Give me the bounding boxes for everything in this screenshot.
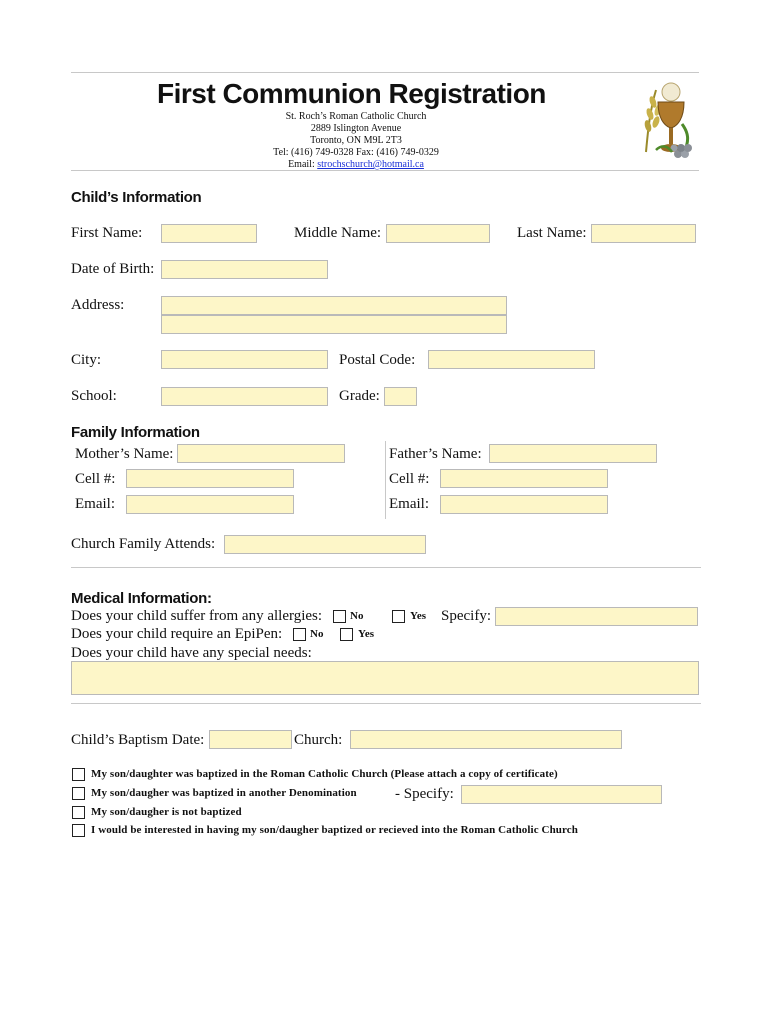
church-attends-field[interactable]	[224, 535, 426, 554]
interested-baptism-checkbox[interactable]	[72, 824, 85, 837]
church-street: 2889 Islington Avenue	[310, 123, 402, 134]
address-label: Address:	[71, 297, 125, 313]
first-name-label: First Name:	[71, 225, 143, 241]
family-information-heading: Family Information	[71, 424, 200, 441]
church-email-link[interactable]: strochschurch@hotmail.ca	[317, 159, 424, 170]
mother-cell-field[interactable]	[126, 469, 294, 488]
epipen-no-label: No	[310, 628, 324, 640]
allergies-specify-field[interactable]	[495, 607, 698, 626]
mother-name-field[interactable]	[177, 444, 345, 463]
email-label: Email:	[288, 159, 315, 170]
father-email-label: Email:	[389, 496, 429, 512]
chalice-wheat-grapes-icon	[638, 80, 696, 164]
school-field[interactable]	[161, 387, 328, 406]
special-needs-question: Does your child have any special needs:	[71, 645, 312, 661]
mother-name-label: Mother’s Name:	[75, 446, 174, 462]
school-label: School:	[71, 388, 117, 404]
epipen-question: Does your child require an EpiPen:	[71, 626, 283, 642]
allergies-no-label: No	[350, 610, 364, 622]
last-name-field[interactable]	[591, 224, 696, 243]
mother-email-label: Email:	[75, 496, 115, 512]
epipen-no-checkbox[interactable]	[293, 628, 306, 641]
city-label: City:	[71, 352, 102, 368]
father-cell-label: Cell #:	[389, 471, 430, 487]
top-rule	[71, 72, 699, 73]
baptism-date-label: Child’s Baptism Date:	[71, 732, 205, 748]
father-cell-field[interactable]	[440, 469, 608, 488]
grade-label: Grade:	[339, 388, 380, 404]
allergies-yes-checkbox[interactable]	[392, 610, 405, 623]
epipen-yes-checkbox[interactable]	[340, 628, 353, 641]
medical-rule	[71, 703, 701, 704]
not-baptized-checkbox[interactable]	[72, 806, 85, 819]
father-name-field[interactable]	[489, 444, 657, 463]
church-name: St. Roch’s Roman Catholic Church	[285, 111, 427, 122]
epipen-yes-label: Yes	[358, 628, 375, 640]
baptized-other-label: My son/daugher was baptized in another Denomination	[91, 787, 357, 799]
baptized-catholic-label: My son/daughter was baptized in the Roman Catholic Church (Please attach a copy of certificate)	[91, 768, 558, 780]
special-needs-field[interactable]	[71, 661, 699, 695]
header-rule	[71, 170, 699, 171]
address-line2-field[interactable]	[161, 315, 507, 334]
church-city: Toronto, ON M9L 2T3	[310, 135, 402, 146]
page-title: First Communion Registration	[157, 78, 546, 109]
dob-label: Date of Birth:	[71, 261, 155, 277]
first-name-field[interactable]	[161, 224, 257, 243]
address-line1-field[interactable]	[161, 296, 507, 315]
family-divider	[385, 441, 386, 519]
baptism-date-field[interactable]	[209, 730, 292, 749]
childs-information-heading: Child’s Information	[71, 189, 202, 206]
mother-email-field[interactable]	[126, 495, 294, 514]
postal-code-label: Postal Code:	[339, 352, 416, 368]
grade-field[interactable]	[384, 387, 417, 406]
dob-field[interactable]	[161, 260, 328, 279]
baptism-church-field[interactable]	[350, 730, 622, 749]
church-attends-label: Church Family Attends:	[71, 536, 216, 552]
middle-name-label: Middle Name:	[294, 225, 382, 241]
allergies-no-checkbox[interactable]	[333, 610, 346, 623]
medical-information-heading: Medical Information:	[71, 590, 212, 607]
baptized-other-specify-label: - Specify:	[395, 786, 454, 802]
church-phone: Tel: (416) 749-0328 Fax: (416) 749-0329	[273, 147, 439, 158]
city-field[interactable]	[161, 350, 328, 369]
allergies-question: Does your child suffer from any allergies:	[71, 608, 323, 624]
not-baptized-label: My son/daugher is not baptized	[91, 806, 242, 818]
allergies-yes-label: Yes	[410, 610, 427, 622]
baptism-church-label: Church:	[294, 732, 343, 748]
church-address	[246, 111, 466, 171]
allergies-specify-label: Specify:	[441, 608, 491, 624]
last-name-label: Last Name:	[517, 225, 587, 241]
mother-cell-label: Cell #:	[75, 471, 116, 487]
baptized-other-specify-field[interactable]	[461, 785, 662, 804]
baptized-other-checkbox[interactable]	[72, 787, 85, 800]
baptized-catholic-checkbox[interactable]	[72, 768, 85, 781]
father-email-field[interactable]	[440, 495, 608, 514]
family-rule	[71, 567, 701, 568]
postal-code-field[interactable]	[428, 350, 595, 369]
middle-name-field[interactable]	[386, 224, 490, 243]
interested-baptism-label: I would be interested in having my son/daugher baptized or recieved into the Roman Catholic Church	[91, 824, 579, 836]
father-name-label: Father’s Name:	[389, 446, 482, 462]
